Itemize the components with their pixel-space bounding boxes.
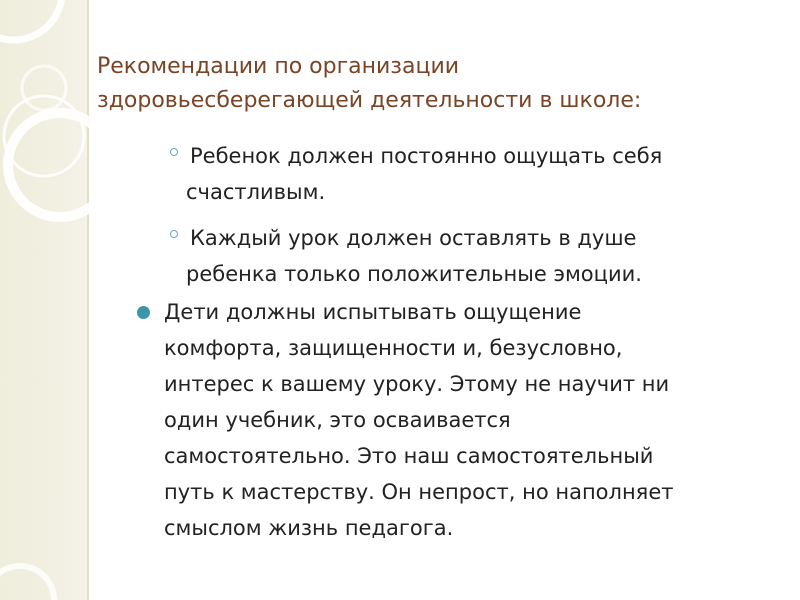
title-line-1: Рекомендации по организации (97, 54, 460, 79)
sub-bullet-2-line-1: Каждый урок должен оставлять в душе (190, 226, 637, 250)
main-bullet-line-3: интерес к вашему уроку. Этому не научит ни (164, 372, 670, 396)
main-bullet-line-2: комфорта, защищенности и, безусловно, (164, 336, 623, 360)
sub-bullet-list (170, 138, 770, 302)
sub-bullet-item-2 (170, 220, 770, 292)
sub-bullet-item-1 (170, 138, 770, 210)
main-bullet-item (137, 294, 787, 546)
main-bullet-line-1: Дети должны испытывать ощущение (164, 300, 582, 324)
main-bullet-line-6: путь к мастерству. Он непрост, но наполняет (164, 480, 674, 504)
ring-top (0, 0, 62, 40)
sub-bullet-1-line-1: Ребенок должен постоянно ощущать себя (190, 144, 663, 168)
ring-bottom (0, 566, 54, 600)
ring-middle-large (8, 113, 112, 217)
hollow-bullet-icon (170, 230, 178, 238)
title-line-2: здоровьесберегающей деятельности в школе: (97, 88, 642, 113)
sub-bullet-2-line-2: ребенка только положительные эмоции. (186, 262, 642, 286)
main-bullet-line-7: смыслом жизнь педагога. (164, 516, 454, 540)
filled-bullet-icon (137, 306, 150, 319)
sub-bullet-1-line-2: счастливым. (186, 180, 326, 204)
main-bullet-line-4: один учебник, это осваивается (164, 408, 511, 432)
hollow-bullet-icon (170, 148, 178, 156)
slide-title (97, 50, 717, 118)
main-bullet-line-5: самостоятельно. Это наш самостоятельный (164, 444, 654, 468)
ring-overlap-top (22, 66, 66, 110)
